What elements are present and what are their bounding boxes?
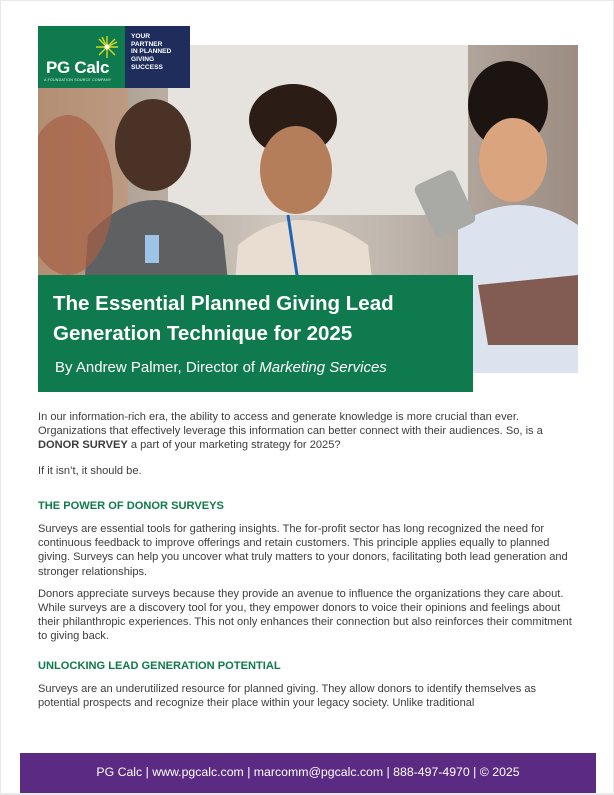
logo-subtitle: A FOUNDATION SOURCE COMPANY (44, 78, 112, 82)
footer-bar (20, 753, 596, 793)
tagline-line: GIVING (131, 56, 155, 64)
intro-paragraph (38, 410, 578, 453)
intro-text-2: a part of your marketing strategy for 2025? (127, 439, 341, 452)
tagline-line: YOUR (131, 33, 151, 40)
tagline-line: SUCCESS (131, 63, 163, 71)
pg-calc-logo (38, 26, 190, 88)
intro-emphasis: DONOR SURVEY (38, 439, 128, 452)
author-byline (55, 359, 387, 376)
section1-paragraph-1: Surveys are essential tools for gathering insights. The for-profit sector has long recognized the need for continuous feedback to improve offerings and retain customers. This principle applies equally to planned giving. Surveys can help you uncover what truly matters to your donors, facilitating both lead generation and stronger relationships. (38, 523, 568, 578)
logo-tagline (125, 26, 190, 88)
byline-prefix: By Andrew Palmer, Director of (55, 359, 260, 376)
document-page (1, 1, 613, 793)
title-line: The Essential Planned Giving Lead (53, 292, 394, 315)
title-line: Generation Technique for 2025 (53, 322, 353, 345)
article-body (38, 410, 578, 710)
section1-paragraph-2: Donors appreciate surveys because they provide an avenue to influence the organizations they care about. While surveys are a discovery tool for you, they empower donors to voice their opinions and feelings about their philanthropic experiences. This not only enhances their connection but also reinforces their commitment to giving back. (38, 587, 572, 643)
section-heading-lead-generation: UNLOCKING LEAD GENERATION POTENTIAL (38, 659, 281, 672)
intro-text-1: In our information-rich era, the ability to access and generate knowledge is more crucial than ever. Organizations that effectively leverage this information can better connect with their audiences. So, is a (38, 411, 543, 438)
tagline-line: IN PLANNED (131, 48, 172, 56)
byline-department: Marketing Services (259, 359, 387, 376)
starburst-icon (96, 36, 118, 58)
logo-brand-text: PG Calc (46, 58, 110, 77)
tagline-line: PARTNER (131, 40, 163, 48)
title-banner (38, 275, 473, 392)
section2-paragraph-1: Surveys are an underutilized resource for planned giving. They allow donors to identify themselves as potential prospects and recognize their place within your legacy society. Unlike traditional (38, 682, 537, 710)
document-title (53, 289, 394, 349)
intro-followup: If it isn’t, it should be. (38, 464, 142, 477)
section-heading-donor-surveys: THE POWER OF DONOR SURVEYS (38, 499, 224, 512)
footer-contact-text: PG Calc | www.pgcalc.com | marcomm@pgcalc.com | 888-497-4970 | © 2025 (96, 765, 520, 779)
logo-mark (38, 26, 125, 88)
